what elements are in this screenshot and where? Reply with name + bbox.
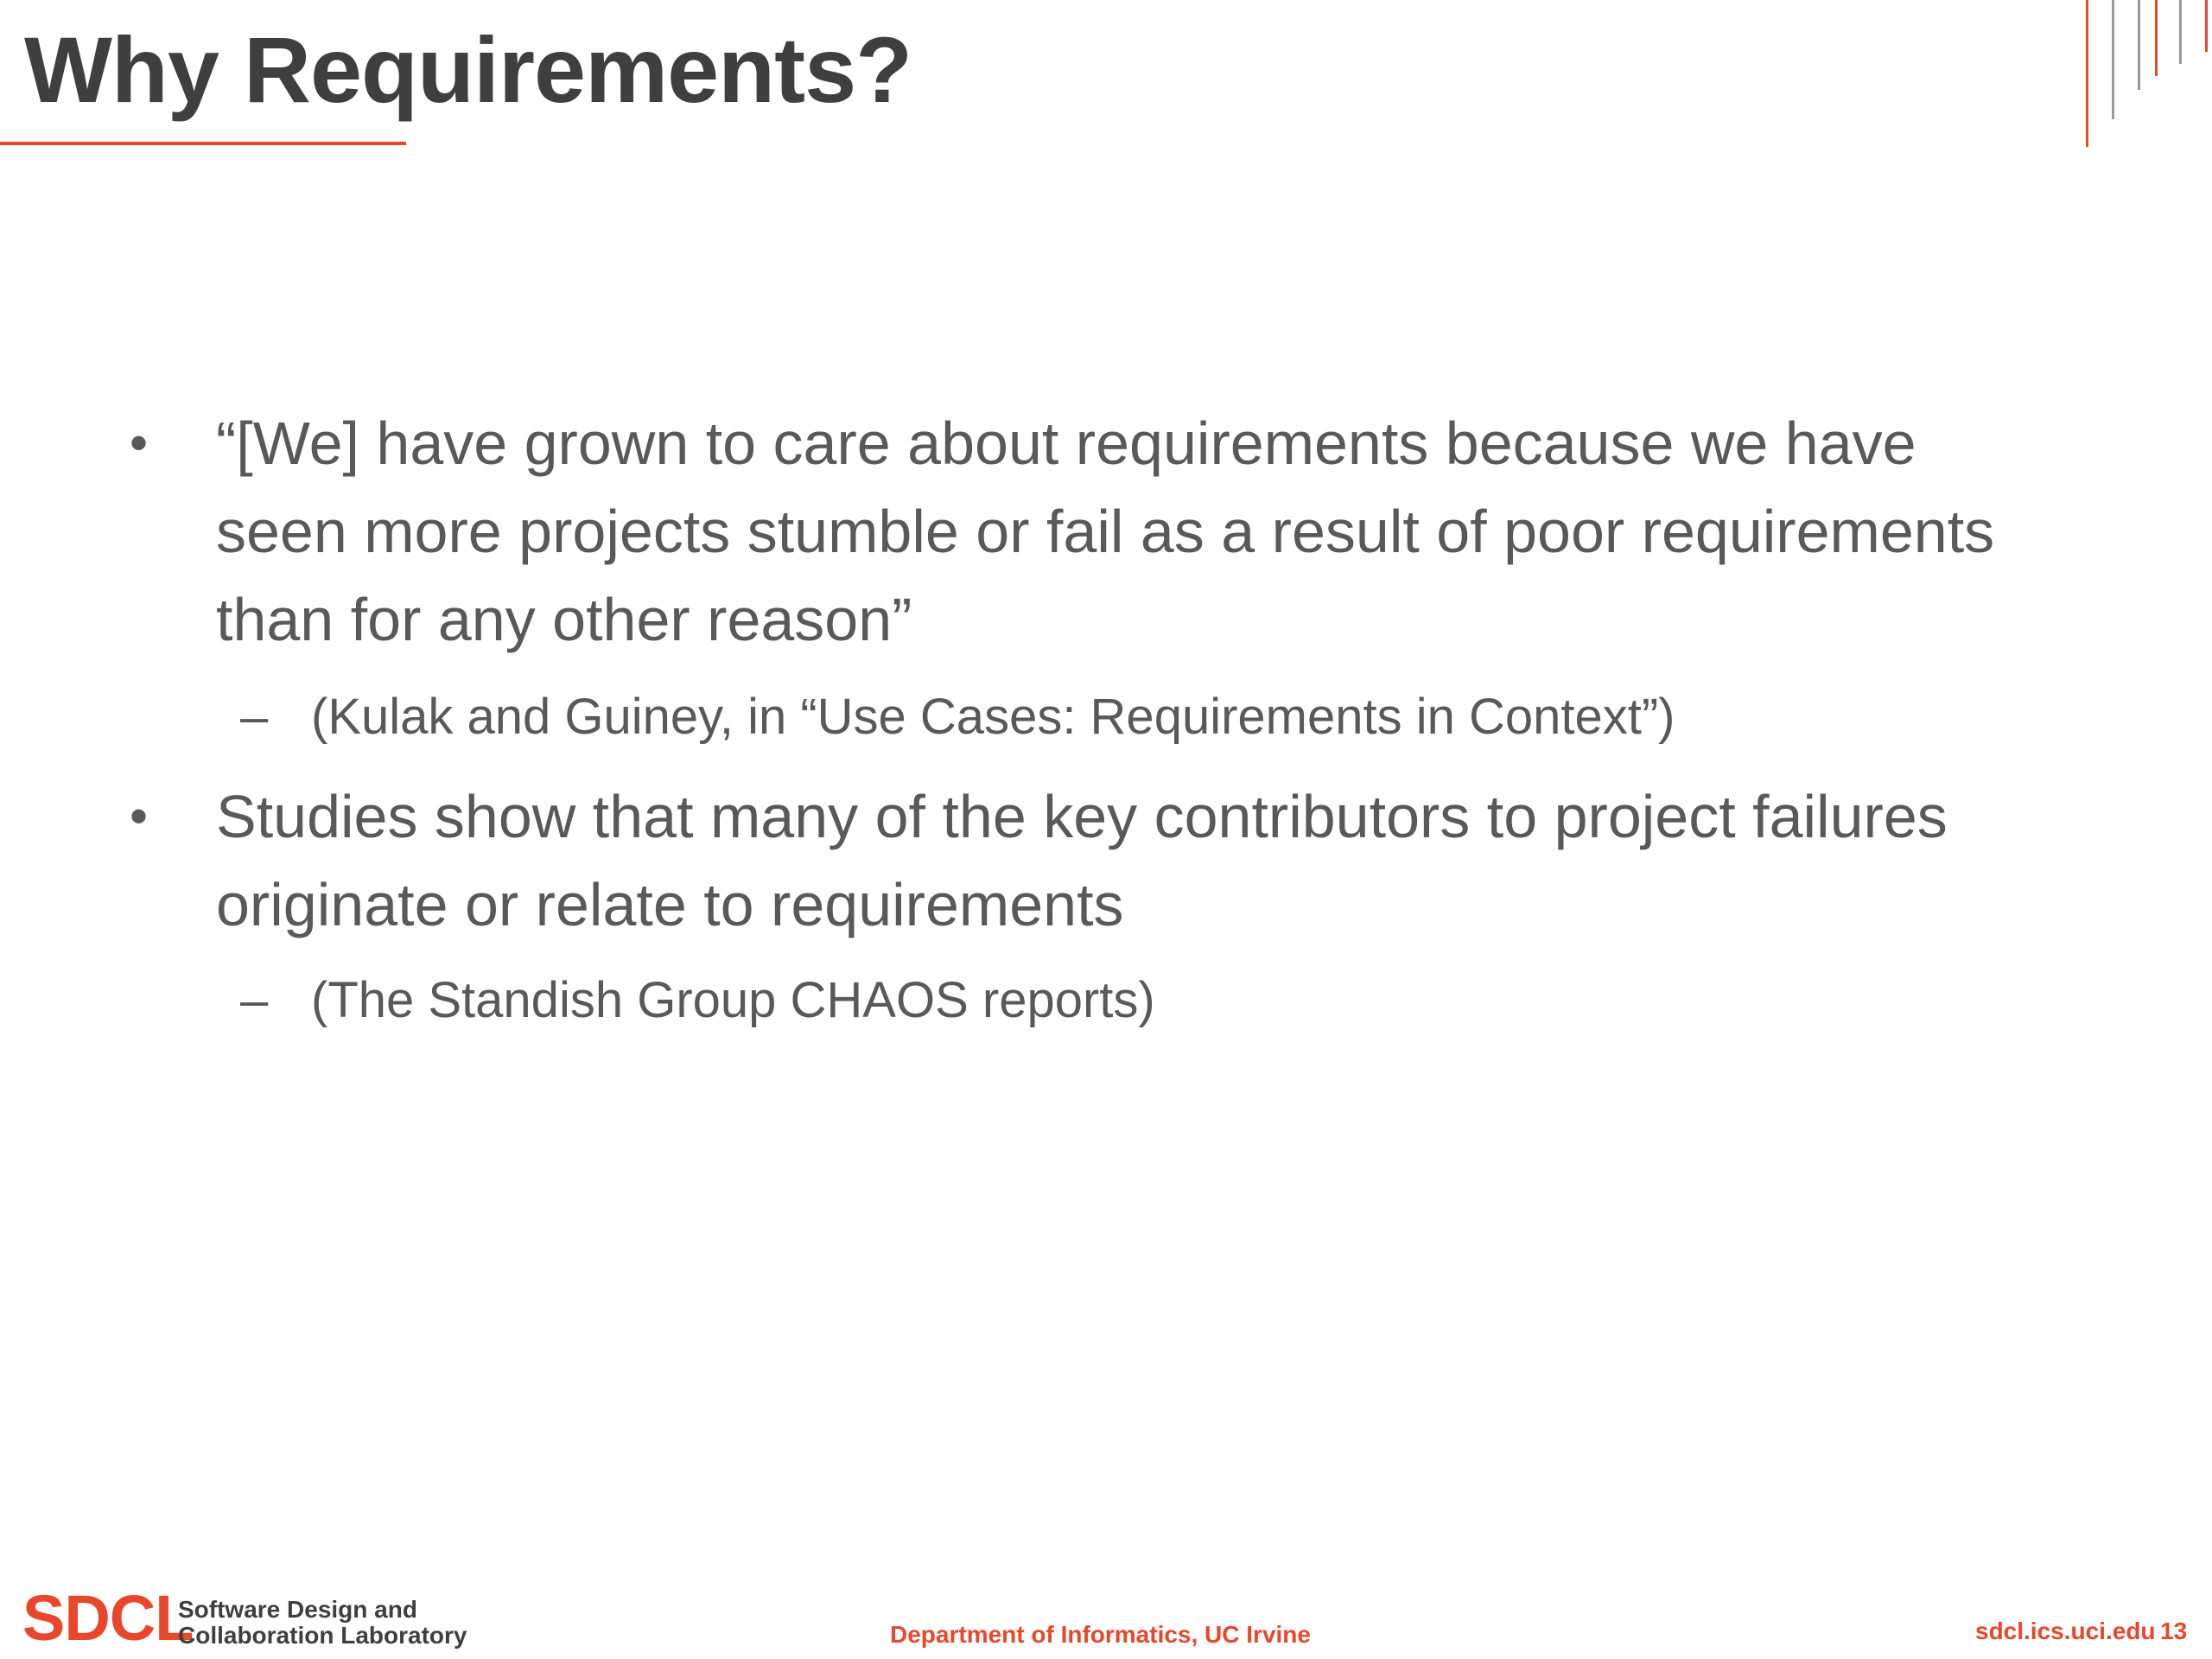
lab-name-line1: Software Design and	[178, 1596, 417, 1623]
bullet-marker: •	[130, 414, 149, 472]
sub-bullet-marker: –	[240, 972, 269, 1028]
bullet-marker: •	[130, 787, 149, 845]
slide-title: Why Requirements?	[24, 17, 912, 122]
lab-name	[178, 1597, 467, 1649]
sdcl-logo: SDCL	[22, 1582, 194, 1654]
citation-text: (The Standish Group CHAOS reports)	[311, 972, 1155, 1028]
corner-decoration-line	[2205, 0, 2208, 52]
corner-decoration-line	[2138, 0, 2140, 90]
bullet-text: “[We] have grown to care about requirements because we have seen more projects stumble or fail as a result of poor requirements than for any other reason”	[216, 410, 1995, 653]
title-underline	[0, 142, 406, 145]
corner-decoration-line	[2155, 0, 2158, 76]
corner-decoration-line	[2112, 0, 2114, 119]
page-number: 13	[2160, 1618, 2188, 1644]
bullet-text: Studies show that many of the key contributors to project failures originate or relate to requirements	[216, 783, 1948, 938]
corner-decoration-line	[2179, 0, 2182, 64]
corner-decoration-line	[2086, 0, 2088, 147]
lab-name-line2: Collaboration Laboratory	[178, 1622, 467, 1649]
department-label: Department of Informatics, UC Irvine	[890, 1621, 1311, 1648]
website-url: sdcl.ics.uci.edu	[1975, 1618, 2156, 1644]
citation-text: (Kulak and Guiney, in “Use Cases: Requirements in Context”)	[311, 689, 1675, 745]
sub-bullet-marker: –	[240, 689, 269, 745]
